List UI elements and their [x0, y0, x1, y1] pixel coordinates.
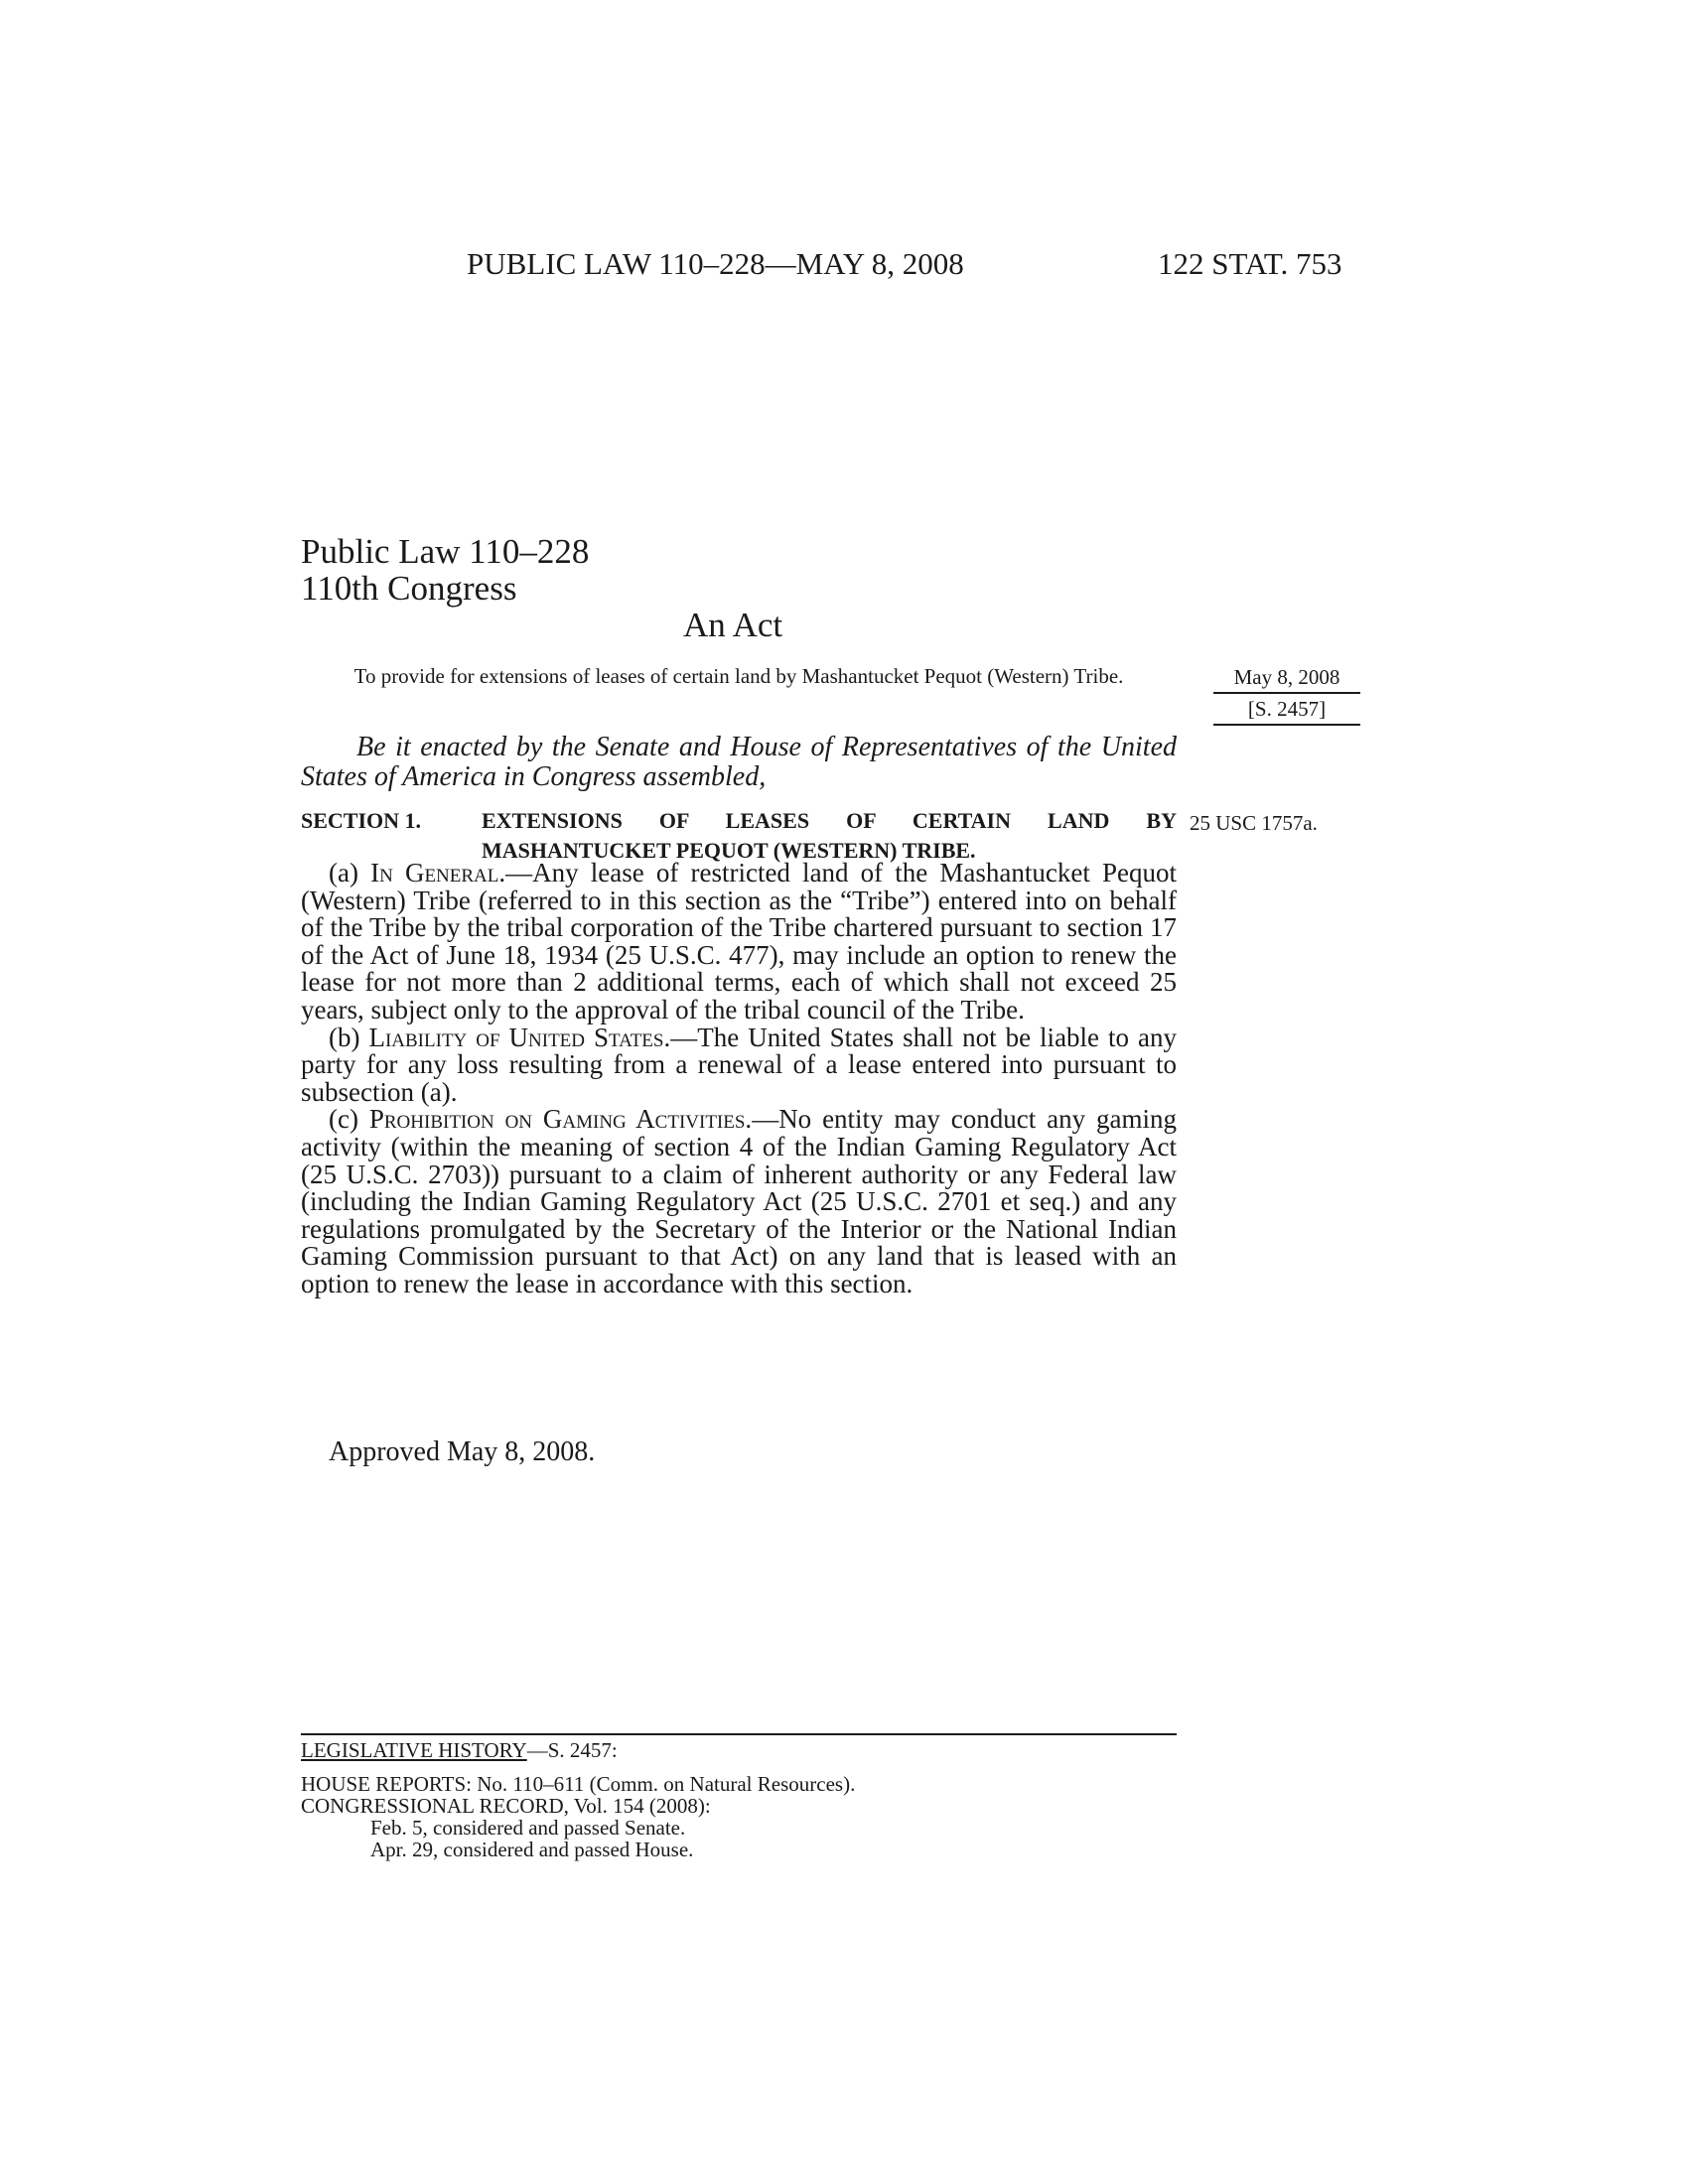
- subsection-a-text: —Any lease of restricted land of the Mashantucket Pequot (Western) Tribe (referred to in this section as the “Tribe”) entered into on behalf of the Tribe by the tribal corporation of the Tribe chartered pursuant to section 17 of the Act of June 18, 1934 (25 U.S.C. 477), may include an option to renew the lease for not more than 2 additional terms, each of which shall not exceed 25 years, subject only to the approval of the tribal council of the Tribe.: [301, 858, 1178, 1024]
- public-law-number: Public Law 110–228: [301, 532, 590, 571]
- bill-number: [S. 2457]: [1247, 697, 1327, 721]
- section-title-line-1: EXTENSIONS OF LEASES OF CERTAIN LAND BY: [482, 808, 1177, 833]
- section-body: [301, 860, 1177, 1298]
- section-title-line-2: MASHANTUCKET PEQUOT (WESTERN) TRIBE.: [482, 838, 976, 863]
- congress-number: 110th Congress: [301, 569, 517, 608]
- record-entry-senate: Feb. 5, considered and passed Senate.: [370, 1816, 686, 1840]
- margin-citation: 25 USC 1757a.: [1190, 811, 1318, 835]
- congressional-record: CONGRESSIONAL RECORD, Vol. 154 (2008):: [301, 1794, 711, 1818]
- subsection-b-heading: Liability of United States.: [368, 1022, 671, 1052]
- subsection-b: [301, 1024, 1177, 1107]
- legislative-history: [301, 1739, 855, 1860]
- enacting-clause: Be it enacted by the Senate and House of Representatives of the United States of America in Congress assembled,: [301, 732, 1177, 792]
- subsection-c: [301, 1106, 1177, 1297]
- stat-page-number: 122 STAT. 753: [1158, 246, 1342, 281]
- record-entry-house: Apr. 29, considered and passed House.: [370, 1838, 694, 1861]
- running-head: PUBLIC LAW 110–228—MAY 8, 2008: [467, 246, 964, 281]
- act-purpose: To provide for extensions of leases of certain land by Mashantucket Pequot (Western) Tribe.: [353, 664, 1124, 688]
- subsection-c-text: —No entity may conduct any gaming activity (within the meaning of section 4 of the Indian Gaming Regulatory Act (25 U.S.C. 2703)) pursuant to a claim of inherent authority or any Federal law (including the Indian Gaming Regulatory Act (25 U.S.C. 2701 et seq.) and any regulations promulgated by the Secretary of the Interior or the National Indian Gaming Commission pursuant to that Act) on any land that is leased with an option to renew the lease in accordance with this section.: [301, 1104, 1178, 1298]
- section-heading: [301, 806, 1177, 866]
- subsection-c-heading: Prohibition on Gaming Activities.: [368, 1104, 753, 1135]
- approval-statement: Approved May 8, 2008.: [329, 1436, 596, 1467]
- legislative-history-bill: —S. 2457:: [526, 1738, 618, 1762]
- house-reports: HOUSE REPORTS: No. 110–611 (Comm. on Natural Resources).: [301, 1772, 856, 1796]
- enactment-date: May 8, 2008: [1233, 665, 1340, 689]
- subsection-a: [301, 860, 1177, 1024]
- footnote-rule: [301, 1733, 1177, 1735]
- subsection-b-label: (b): [329, 1022, 360, 1052]
- subsection-c-label: (c): [329, 1104, 358, 1135]
- enactment-date-box: [1213, 662, 1360, 726]
- section-number: SECTION 1.: [301, 808, 422, 833]
- subsection-b-text: —The United States shall not be liable to any party for any loss resulting from a renewal of a lease entered into pursuant to subsection (a).: [301, 1022, 1177, 1107]
- subsection-a-label: (a): [329, 858, 358, 887]
- act-heading: An Act: [683, 606, 783, 644]
- legislative-history-heading: LEGISLATIVE HISTORY: [301, 1738, 527, 1762]
- bill-rule: [1213, 724, 1360, 726]
- subsection-a-heading: In General.: [370, 858, 506, 887]
